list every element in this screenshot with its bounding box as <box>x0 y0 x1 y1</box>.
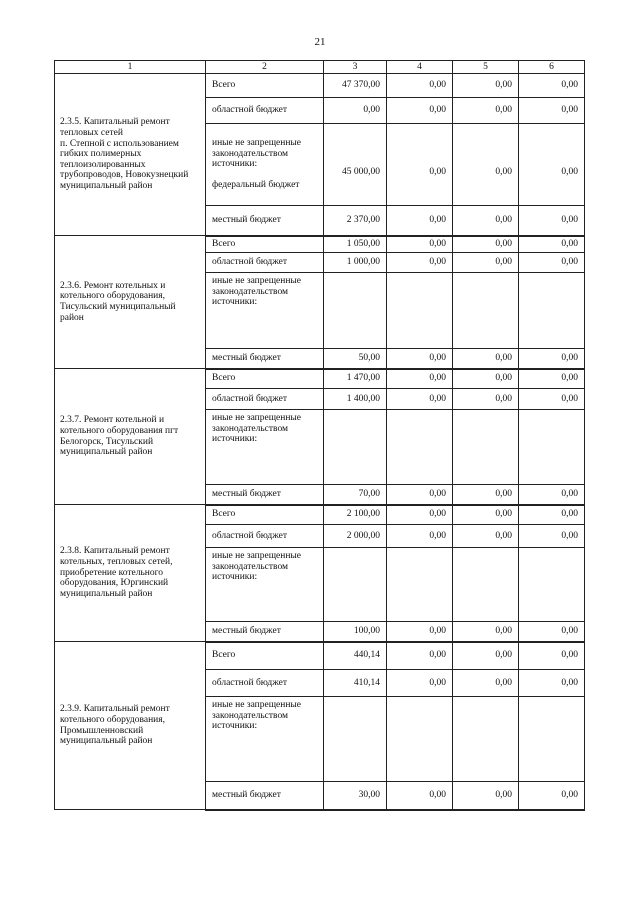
value-cell-col5: 0,00 <box>453 525 519 548</box>
funding-source-cell: Всего <box>206 74 324 98</box>
value-cell-col6: 0,00 <box>519 670 585 697</box>
item-name-cell: 2.3.7. Ремонт котельной и котельного оборудования пгт Белогорск, Тисульский муниципальный район <box>55 369 206 505</box>
funding-source-cell: иные не запрещенные законодательством источники: <box>206 410 324 485</box>
value-cell-col5: 0,00 <box>453 98 519 124</box>
value-cell-col3 <box>324 697 387 782</box>
value-cell-col5: 0,00 <box>453 505 519 525</box>
funding-source-cell: Всего <box>206 505 324 525</box>
value-cell-col5: 0,00 <box>453 124 519 206</box>
value-cell-col4: 0,00 <box>387 505 453 525</box>
page-number: 21 <box>314 36 326 48</box>
funding-source-cell: областной бюджет <box>206 389 324 410</box>
funding-source-cell: Всего <box>206 236 324 253</box>
value-cell-col6: 0,00 <box>519 525 585 548</box>
value-cell-col6 <box>519 697 585 782</box>
funding-source-cell: иные не запрещенные законодательством источники: <box>206 273 324 349</box>
value-cell-col6: 0,00 <box>519 622 585 642</box>
value-cell-col6 <box>519 273 585 349</box>
value-cell-col4: 0,00 <box>387 642 453 670</box>
funding-source-cell: местный бюджет <box>206 349 324 369</box>
value-cell-col5: 0,00 <box>453 253 519 273</box>
value-cell-col6: 0,00 <box>519 236 585 253</box>
value-cell-col4: 0,00 <box>387 670 453 697</box>
value-cell-col4: 0,00 <box>387 369 453 389</box>
funding-source-cell: иные не запрещенные законодательством источники: <box>206 697 324 782</box>
value-cell-col3: 2 370,00 <box>324 206 387 236</box>
value-cell-col6: 0,00 <box>519 253 585 273</box>
value-cell-col3: 100,00 <box>324 622 387 642</box>
header-cell-1: 1 <box>55 61 206 74</box>
funding-source-cell: областной бюджет <box>206 670 324 697</box>
value-cell-col3: 1 400,00 <box>324 389 387 410</box>
value-cell-col5: 0,00 <box>453 349 519 369</box>
value-cell-col3: 1 050,00 <box>324 236 387 253</box>
funding-source-cell: областной бюджет <box>206 98 324 124</box>
funding-source-cell: областной бюджет <box>206 253 324 273</box>
item-name-cell: 2.3.9. Капитальный ремонт котельного оборудования, Промышленновский муниципальный район <box>55 642 206 810</box>
value-cell-col4: 0,00 <box>387 349 453 369</box>
value-cell-col4: 0,00 <box>387 485 453 505</box>
value-cell-col5 <box>453 410 519 485</box>
value-cell-col3: 2 100,00 <box>324 505 387 525</box>
header-cell-4: 4 <box>387 61 453 74</box>
value-cell-col3: 410,14 <box>324 670 387 697</box>
value-cell-col6: 0,00 <box>519 642 585 670</box>
value-cell-col3: 0,00 <box>324 98 387 124</box>
value-cell-col3: 47 370,00 <box>324 74 387 98</box>
value-cell-col6: 0,00 <box>519 349 585 369</box>
value-cell-col5 <box>453 548 519 622</box>
value-cell-col4: 0,00 <box>387 124 453 206</box>
funding-source-cell: Всего <box>206 642 324 670</box>
value-cell-col4: 0,00 <box>387 782 453 810</box>
value-cell-col6: 0,00 <box>519 98 585 124</box>
funding-source-cell: местный бюджет <box>206 485 324 505</box>
item-name-cell: 2.3.6. Ремонт котельных и котельного оборудования, Тисульский муниципальный район <box>55 236 206 369</box>
header-row <box>55 61 585 74</box>
table-row <box>55 236 585 253</box>
value-cell-col3: 2 000,00 <box>324 525 387 548</box>
value-cell-col4 <box>387 273 453 349</box>
value-cell-col5: 0,00 <box>453 622 519 642</box>
value-cell-col3: 440,14 <box>324 642 387 670</box>
header-cell-5: 5 <box>453 61 519 74</box>
value-cell-col4: 0,00 <box>387 622 453 642</box>
value-cell-col3: 70,00 <box>324 485 387 505</box>
value-cell-col6: 0,00 <box>519 389 585 410</box>
value-cell-col4: 0,00 <box>387 98 453 124</box>
header-cell-2: 2 <box>206 61 324 74</box>
value-cell-col3 <box>324 548 387 622</box>
value-cell-col3 <box>324 410 387 485</box>
table-row <box>55 74 585 98</box>
value-cell-col5: 0,00 <box>453 389 519 410</box>
value-cell-col5: 0,00 <box>453 670 519 697</box>
value-cell-col6 <box>519 548 585 622</box>
value-cell-col4: 0,00 <box>387 389 453 410</box>
value-cell-col5 <box>453 273 519 349</box>
funding-source-cell: местный бюджет <box>206 206 324 236</box>
value-cell-col5 <box>453 697 519 782</box>
value-cell-col5: 0,00 <box>453 485 519 505</box>
value-cell-col3 <box>324 273 387 349</box>
value-cell-col4: 0,00 <box>387 74 453 98</box>
value-cell-col5: 0,00 <box>453 642 519 670</box>
funding-source-cell: Всего <box>206 369 324 389</box>
value-cell-col4: 0,00 <box>387 206 453 236</box>
value-cell-col4: 0,00 <box>387 253 453 273</box>
value-cell-col6: 0,00 <box>519 485 585 505</box>
value-cell-col4 <box>387 697 453 782</box>
value-cell-col5: 0,00 <box>453 74 519 98</box>
header-cell-6: 6 <box>519 61 585 74</box>
value-cell-col5: 0,00 <box>453 206 519 236</box>
value-cell-col4 <box>387 548 453 622</box>
item-name-cell: 2.3.5. Капитальный ремонт тепловых сетей п. Степной с использованием гибких полимерных теплоизолированных трубопроводов, Новокузнецкий муниципальный район <box>55 74 206 236</box>
value-cell-col6: 0,00 <box>519 74 585 98</box>
budget-table <box>54 60 585 811</box>
value-cell-col5: 0,00 <box>453 369 519 389</box>
funding-source-cell: местный бюджет <box>206 622 324 642</box>
value-cell-col5: 0,00 <box>453 782 519 810</box>
table-row <box>55 369 585 389</box>
value-cell-col6: 0,00 <box>519 124 585 206</box>
value-cell-col3: 30,00 <box>324 782 387 810</box>
item-name-cell: 2.3.8. Капитальный ремонт котельных, тепловых сетей, приобретение котельного оборудования, Юргинский муниципальный район <box>55 505 206 642</box>
table-row <box>55 505 585 525</box>
value-cell-col6 <box>519 410 585 485</box>
funding-source-cell: иные не запрещенные законодательством источники: <box>206 548 324 622</box>
funding-source-cell: областной бюджет <box>206 525 324 548</box>
value-cell-col4: 0,00 <box>387 236 453 253</box>
value-cell-col6: 0,00 <box>519 505 585 525</box>
value-cell-col3: 1 000,00 <box>324 253 387 273</box>
value-cell-col4: 0,00 <box>387 525 453 548</box>
value-cell-col5: 0,00 <box>453 236 519 253</box>
funding-source-cell: местный бюджет <box>206 782 324 810</box>
value-cell-col6: 0,00 <box>519 782 585 810</box>
table-row <box>55 642 585 670</box>
funding-source-cell: иные не запрещенные законодательством источники: федеральный бюджет <box>206 124 324 206</box>
value-cell-col3: 50,00 <box>324 349 387 369</box>
header-cell-3: 3 <box>324 61 387 74</box>
value-cell-col3: 45 000,00 <box>324 124 387 206</box>
value-cell-col6: 0,00 <box>519 369 585 389</box>
value-cell-col3: 1 470,00 <box>324 369 387 389</box>
value-cell-col4 <box>387 410 453 485</box>
value-cell-col6: 0,00 <box>519 206 585 236</box>
